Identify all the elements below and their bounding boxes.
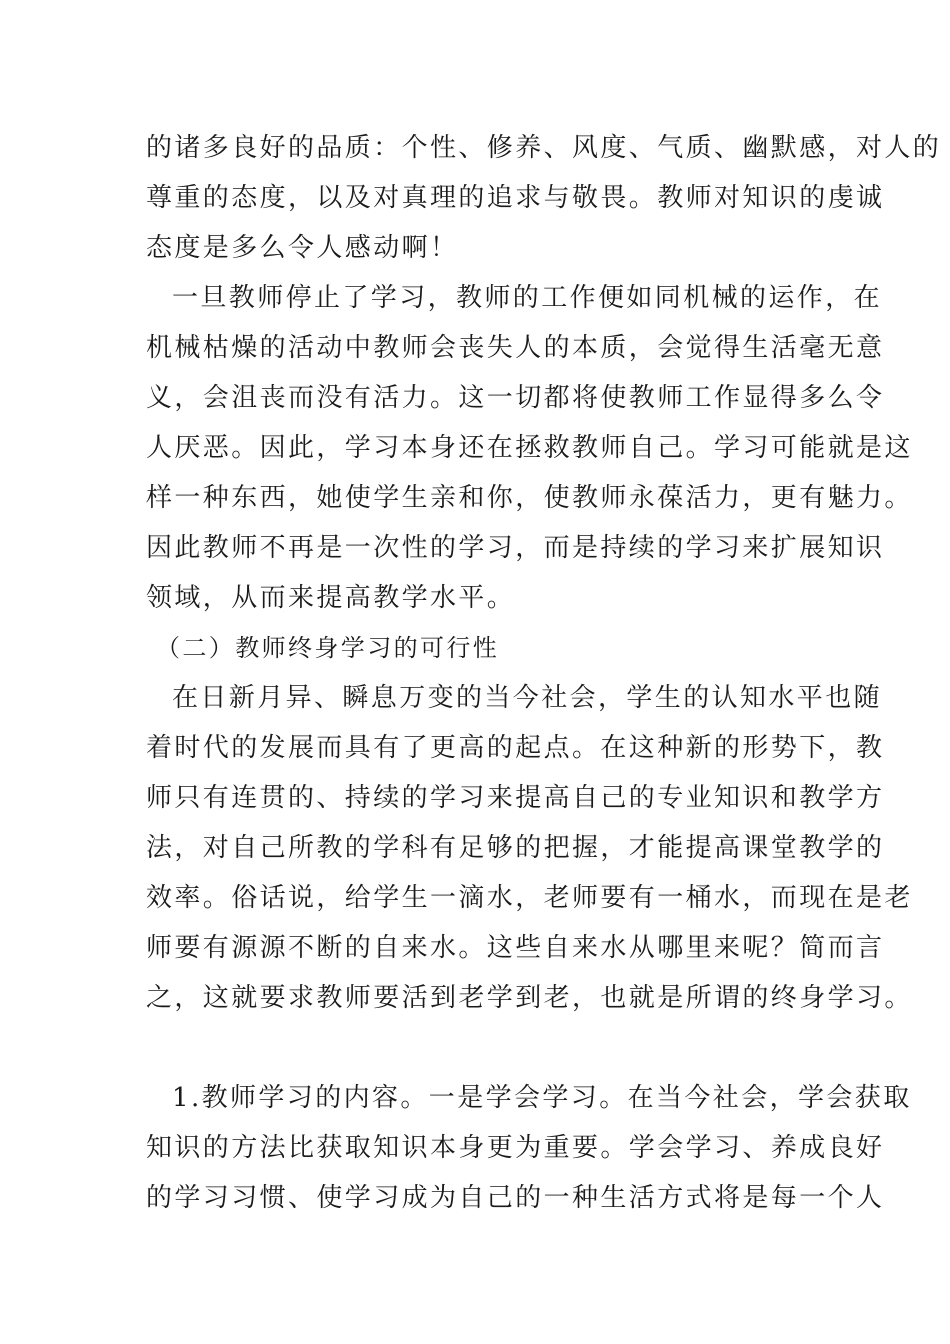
text-line: 人厌恶。因此，学习本身还在拯救教师自己。学习可能就是这 xyxy=(146,433,913,463)
text-line: 效率。俗话说，给学生一滴水，老师要有一桶水，而现在是老 xyxy=(146,883,913,913)
text-line: 师要有源源不断的自来水。这些自来水从哪里来呢？简而言 xyxy=(146,933,885,963)
text-line: 因此教师不再是一次性的学习，而是持续的学习来扩展知识 xyxy=(146,533,885,563)
text-line: 的学习习惯、使学习成为自己的一种生活方式将是每一个人 xyxy=(146,1183,885,1213)
text-line: 样一种东西，她使学生亲和你，使教师永葆活力，更有魅力。 xyxy=(146,483,913,513)
text-line: 师只有连贯的、持续的学习来提高自己的专业知识和教学方 xyxy=(146,783,885,813)
paragraph-first-line: 在日新月异、瞬息万变的当今社会，学生的认知水平也随 xyxy=(172,683,883,713)
text-line: 着时代的发展而具有了更高的起点。在这种新的形势下，教 xyxy=(146,733,885,763)
text-line: 之，这就要求教师要活到老学到老，也就是所谓的终身学习。 xyxy=(146,983,913,1013)
section-heading: （二）教师终身学习的可行性 xyxy=(156,634,500,662)
text-line: 态度是多么令人感动啊！ xyxy=(146,233,459,263)
text-line: 法，对自己所教的学科有足够的把握，才能提高课堂教学的 xyxy=(146,833,885,863)
text-line: 义，会沮丧而没有活力。这一切都将使教师工作显得多么令 xyxy=(146,383,885,413)
text-line: 领域，从而来提高教学水平。 xyxy=(146,583,516,613)
text-line: 尊重的态度，以及对真理的追求与敬畏。教师对知识的虔诚 xyxy=(146,183,885,213)
text-line: 的诸多良好的品质：个性、修养、风度、气质、幽默感，对人的 xyxy=(146,133,942,163)
text-line: 机械枯燥的活动中教师会丧失人的本质，会觉得生活毫无意 xyxy=(146,333,885,363)
paragraph-first-line: 一旦教师停止了学习，教师的工作便如同机械的运作，在 xyxy=(172,283,883,313)
numbered-item-line: 1.教师学习的内容。一是学会学习。在当今社会，学会获取 xyxy=(172,1083,912,1113)
text-line: 知识的方法比获取知识本身更为重要。学会学习、养成良好 xyxy=(146,1133,885,1163)
